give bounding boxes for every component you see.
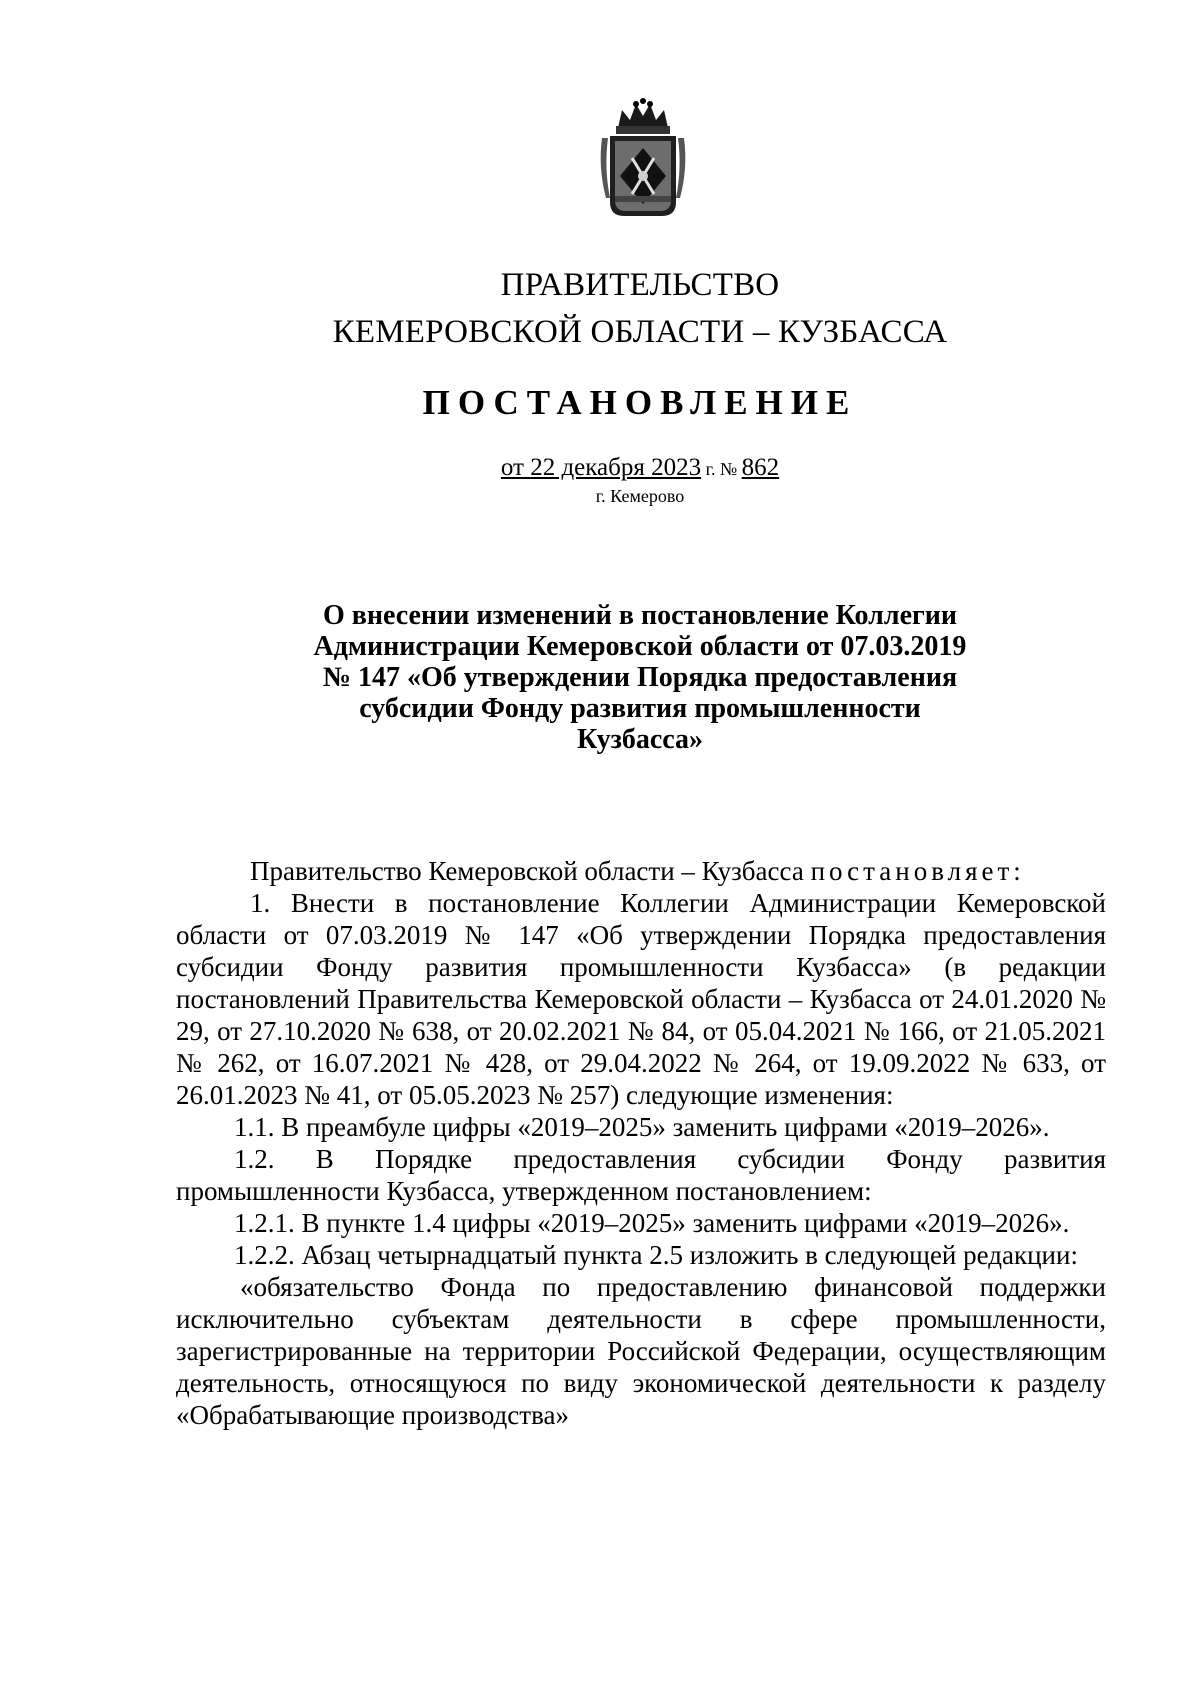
kuzbass-coat-of-arms-icon [596, 98, 690, 224]
number-sign: № [719, 459, 742, 479]
paragraph-1-2-2: 1.2.2. Абзац четырнадцатый пункта 2.5 изложить в следующей редакции: [234, 1240, 1078, 1270]
paragraph-1: 1. Внести в постановление Коллегии Администрации Кемеровской области от 07.03.2019 № 147 «Об утверждении Порядка предоставления субсидии Фонду развития промышленности Кузбасса» (в редакции постановлений Правительства Кемеровской области – Кузбасса от 24.01.2020 № 29, от 27.10.2020 № 638, от 20.02.2021 № 84, от 05.04.2021 № 166, от 21.05.2021 № 262, от 16.07.2021 № 428, от 29.04.2022 № 264, от 19.09.2022 № 633, от 26.01.2023 № 41, от 05.05.2023 № 257) следующие изменения: [176, 888, 1106, 1110]
paragraph-1-2-1: 1.2.1. В пункте 1.4 цифры «2019–2025» заменить цифрами «2019–2026». [234, 1208, 1070, 1238]
decree-verb: постановляет: [810, 856, 1025, 886]
document-type-title: ПОСТАНОВЛЕНИЕ [422, 383, 858, 422]
title-line: Кузбасса» [576, 724, 704, 755]
date-value: 22 декабря 2023 [530, 454, 702, 481]
title-line: Администрации Кемеровской области от 07.03.2019 [313, 631, 967, 662]
quoted-paragraph: «обязательство Фонда по предоставлению финансовой поддержки исключительно субъектам деятельности в сфере промышленности, зарегистрированные на территории Российской Федерации, осуществляющим деятельность, относящуюся по виду экономической деятельности к разделу «Обрабатывающие производства» [176, 1272, 1106, 1430]
document-number: 862 [741, 454, 780, 481]
city-name: г. Кемерово [595, 486, 685, 506]
document-date-number [0, 453, 1200, 484]
document-title [160, 600, 1120, 755]
title-line: № 147 «Об утверждении Порядка предоставления [322, 662, 958, 693]
title-line: О внесении изменений в постановление Коллегии [322, 600, 957, 631]
year-suffix: г. [701, 459, 720, 479]
title-line: субсидии Фонду развития промышленности [359, 693, 921, 724]
government-name-line1: ПРАВИТЕЛЬСТВО [500, 267, 780, 303]
date-prefix: от 22 декабря 2023 [500, 454, 702, 481]
document-body [176, 855, 1106, 1431]
government-name-line2: КЕМЕРОВСКОЙ ОБЛАСТИ – КУЗБАССА [332, 314, 948, 350]
paragraph-1-1: 1.1. В преамбуле цифры «2019–2025» заменить цифрами «2019–2026». [234, 1112, 1050, 1142]
intro-paragraph: Правительство Кемеровской области – Кузбасса постановляет: [250, 856, 1025, 886]
paragraph-1-2: 1.2. В Порядке предоставления субсидии Фонду развития промышленности Кузбасса, утвержденном постановлением: [176, 1144, 1106, 1206]
